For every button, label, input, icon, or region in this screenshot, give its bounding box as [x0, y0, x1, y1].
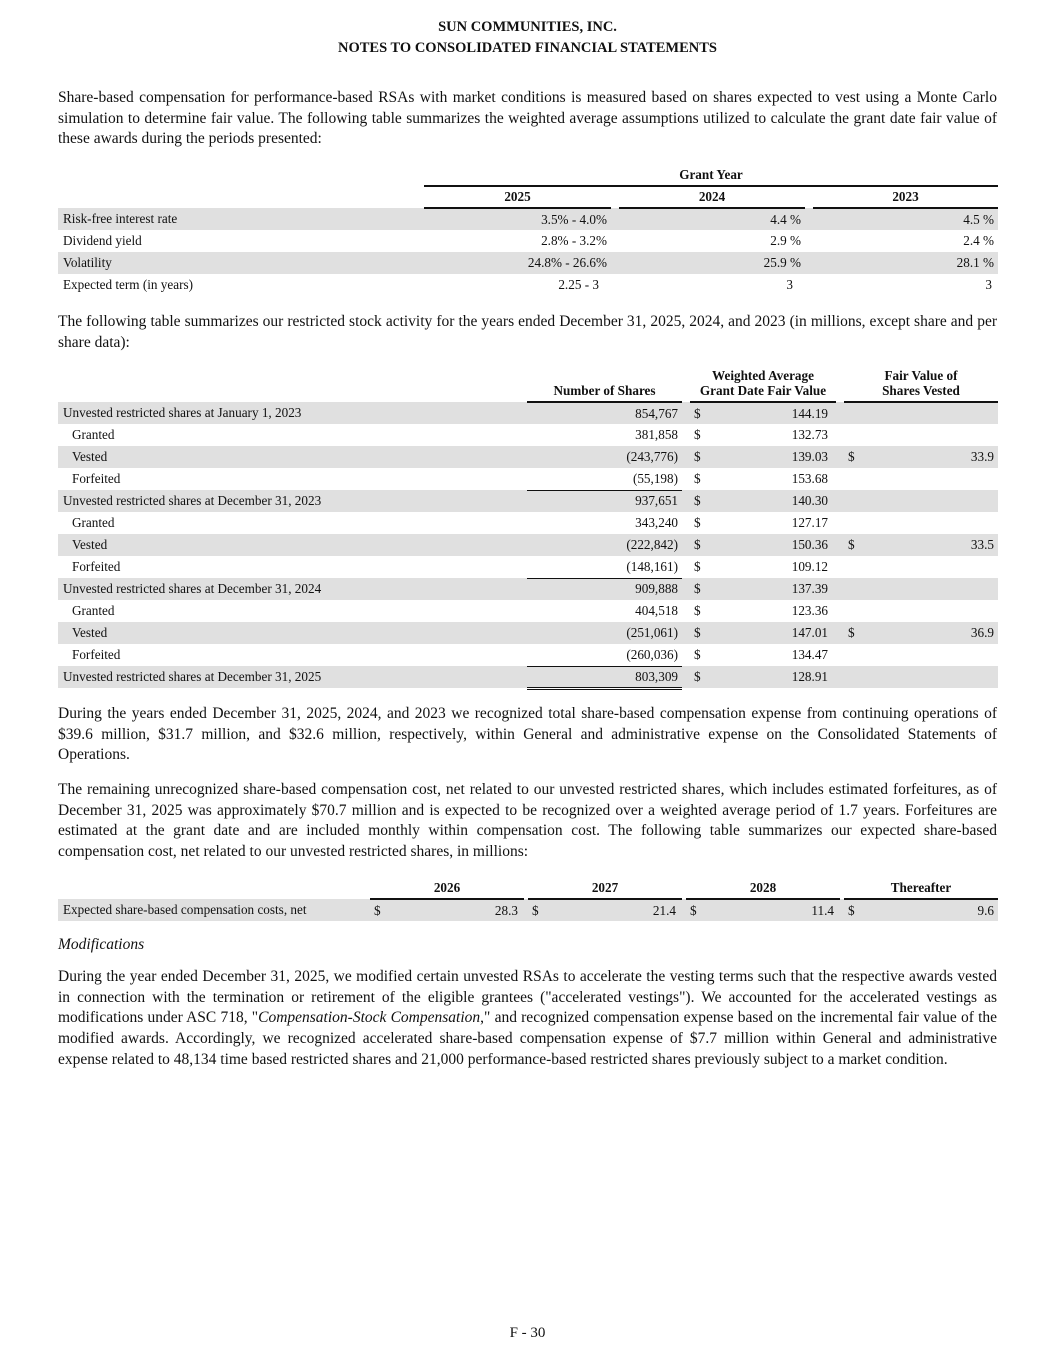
col-2025: 2025: [424, 186, 611, 208]
page-number: F - 30: [509, 1325, 546, 1341]
col-number-of-shares: Number of Shares: [527, 366, 682, 402]
table-row: Risk-free interest rate 3.5% - 4.0% 4.4 % 4.5 %: [58, 208, 998, 230]
unrecognized-cost-paragraph: The remaining unrecognized share-based compensation cost, net related to our unvested restricted shares, which includes estimated forfeitures, as of December 31, 2025 was approximately $70.7 million and is expected to be recognized over a weighted average period of 1.7 years. Forfeitures are estimated at the grant date and are included monthly within compensation cost. The following table summarizes our expected share-based compensation cost, net related to our unvested restricted shares, in millions:: [58, 781, 997, 861]
table-row: Vested (243,776) $ 139.03 $ 33.9: [58, 446, 998, 468]
expense-paragraph: During the years ended December 31, 2025, 2024, and 2023 we recognized total share-based compensation expense from continuing operations of $39.6 million, $31.7 million, and $32.6 million, respectively, within General and administrative expense on the Consolidated Statements of Operations.: [58, 705, 997, 764]
col-fair-value-vested: Fair Value of Shares Vested: [844, 366, 998, 402]
col-2026: 2026: [370, 877, 524, 899]
modifications-heading: Modifications: [58, 936, 145, 953]
grant-year-header: Grant Year: [424, 164, 998, 186]
table-row: Unvested restricted shares at December 31, 2023 937,651 $ 140.30: [58, 490, 998, 512]
col-weighted-average-fair-value: Weighted Average Grant Date Fair Value: [690, 366, 836, 402]
table-row: Expected term (in years) 2.25 - 3 3 3: [63, 277, 992, 292]
intro-paragraph: Share-based compensation for performance-based RSAs with market conditions is measured based on shares expected to vest using a Monte Carlo simulation to determine fair value. The following table summarizes the weighted average assumptions utilized to calculate the grant date fair value of these awards during the periods presented:: [58, 89, 997, 148]
modifications-paragraph: During the year ended December 31, 2025, we modified certain unvested RSAs to accelerate the vesting terms such that the respective awards vested in connection with the termination or retirement of the eligible grantees ("accelerated vestings"). We accounted for the accelerated vestings as modifications under ASC 718, "Compensation-Stock Compensation," and recognized compensation expense based on the incremental fair value of the modified awards. Accordingly, we recognized accelerated share-based compensation expense of $7.7 million within General and administrative expense related to 48,134 time based restricted shares and 21,000 performance-based restricted shares previously subject to a market condition.: [58, 968, 998, 1068]
col-thereafter: Thereafter: [844, 877, 998, 899]
assumptions-table: [58, 164, 998, 296]
col-2023: 2023: [813, 186, 998, 208]
col-2024: 2024: [619, 186, 805, 208]
table-row: Granted 381,858 $ 132.73: [72, 427, 828, 442]
col-2027: 2027: [528, 877, 682, 899]
table-row: Unvested restricted shares at January 1, 2023 854,767 $ 144.19: [58, 402, 998, 424]
table-row: Dividend yield 2.8% - 3.2% 2.9 % 2.4 %: [63, 233, 994, 248]
company-name: SUN COMMUNITIES, INC.: [438, 19, 617, 35]
activity-intro-paragraph: The following table summarizes our restricted stock activity for the years ended December 31, 2025, 2024, and 2023 (in millions, except share and per share data):: [58, 313, 997, 351]
table-row: Vested (222,842) $ 150.36 $ 33.5: [58, 534, 998, 556]
table-row: Expected share-based compensation costs, net $ 28.3 $ 21.4 $ 11.4 $ 9.6: [58, 899, 998, 921]
page-subtitle: NOTES TO CONSOLIDATED FINANCIAL STATEMENTS: [338, 40, 717, 56]
table-row: Forfeited (55,198) $ 153.68: [72, 470, 828, 486]
table-row: Granted 404,518 $ 123.36: [72, 603, 828, 618]
table-row: Forfeited (260,036) $ 134.47: [72, 646, 828, 662]
restricted-stock-table: [58, 366, 998, 690]
table-row: Volatility 24.8% - 26.6% 25.9 % 28.1 %: [58, 252, 998, 274]
table-row: Unvested restricted shares at December 31, 2025 803,309 $ 128.91: [58, 666, 998, 688]
table-row: Vested (251,061) $ 147.01 $ 36.9: [58, 622, 998, 644]
col-2028: 2028: [686, 877, 840, 899]
table-row: Forfeited (148,161) $ 109.12: [72, 558, 828, 574]
table-row: Granted 343,240 $ 127.17: [72, 515, 828, 530]
expected-costs-table: [58, 877, 998, 921]
table-row: Unvested restricted shares at December 31, 2024 909,888 $ 137.39: [58, 578, 998, 600]
